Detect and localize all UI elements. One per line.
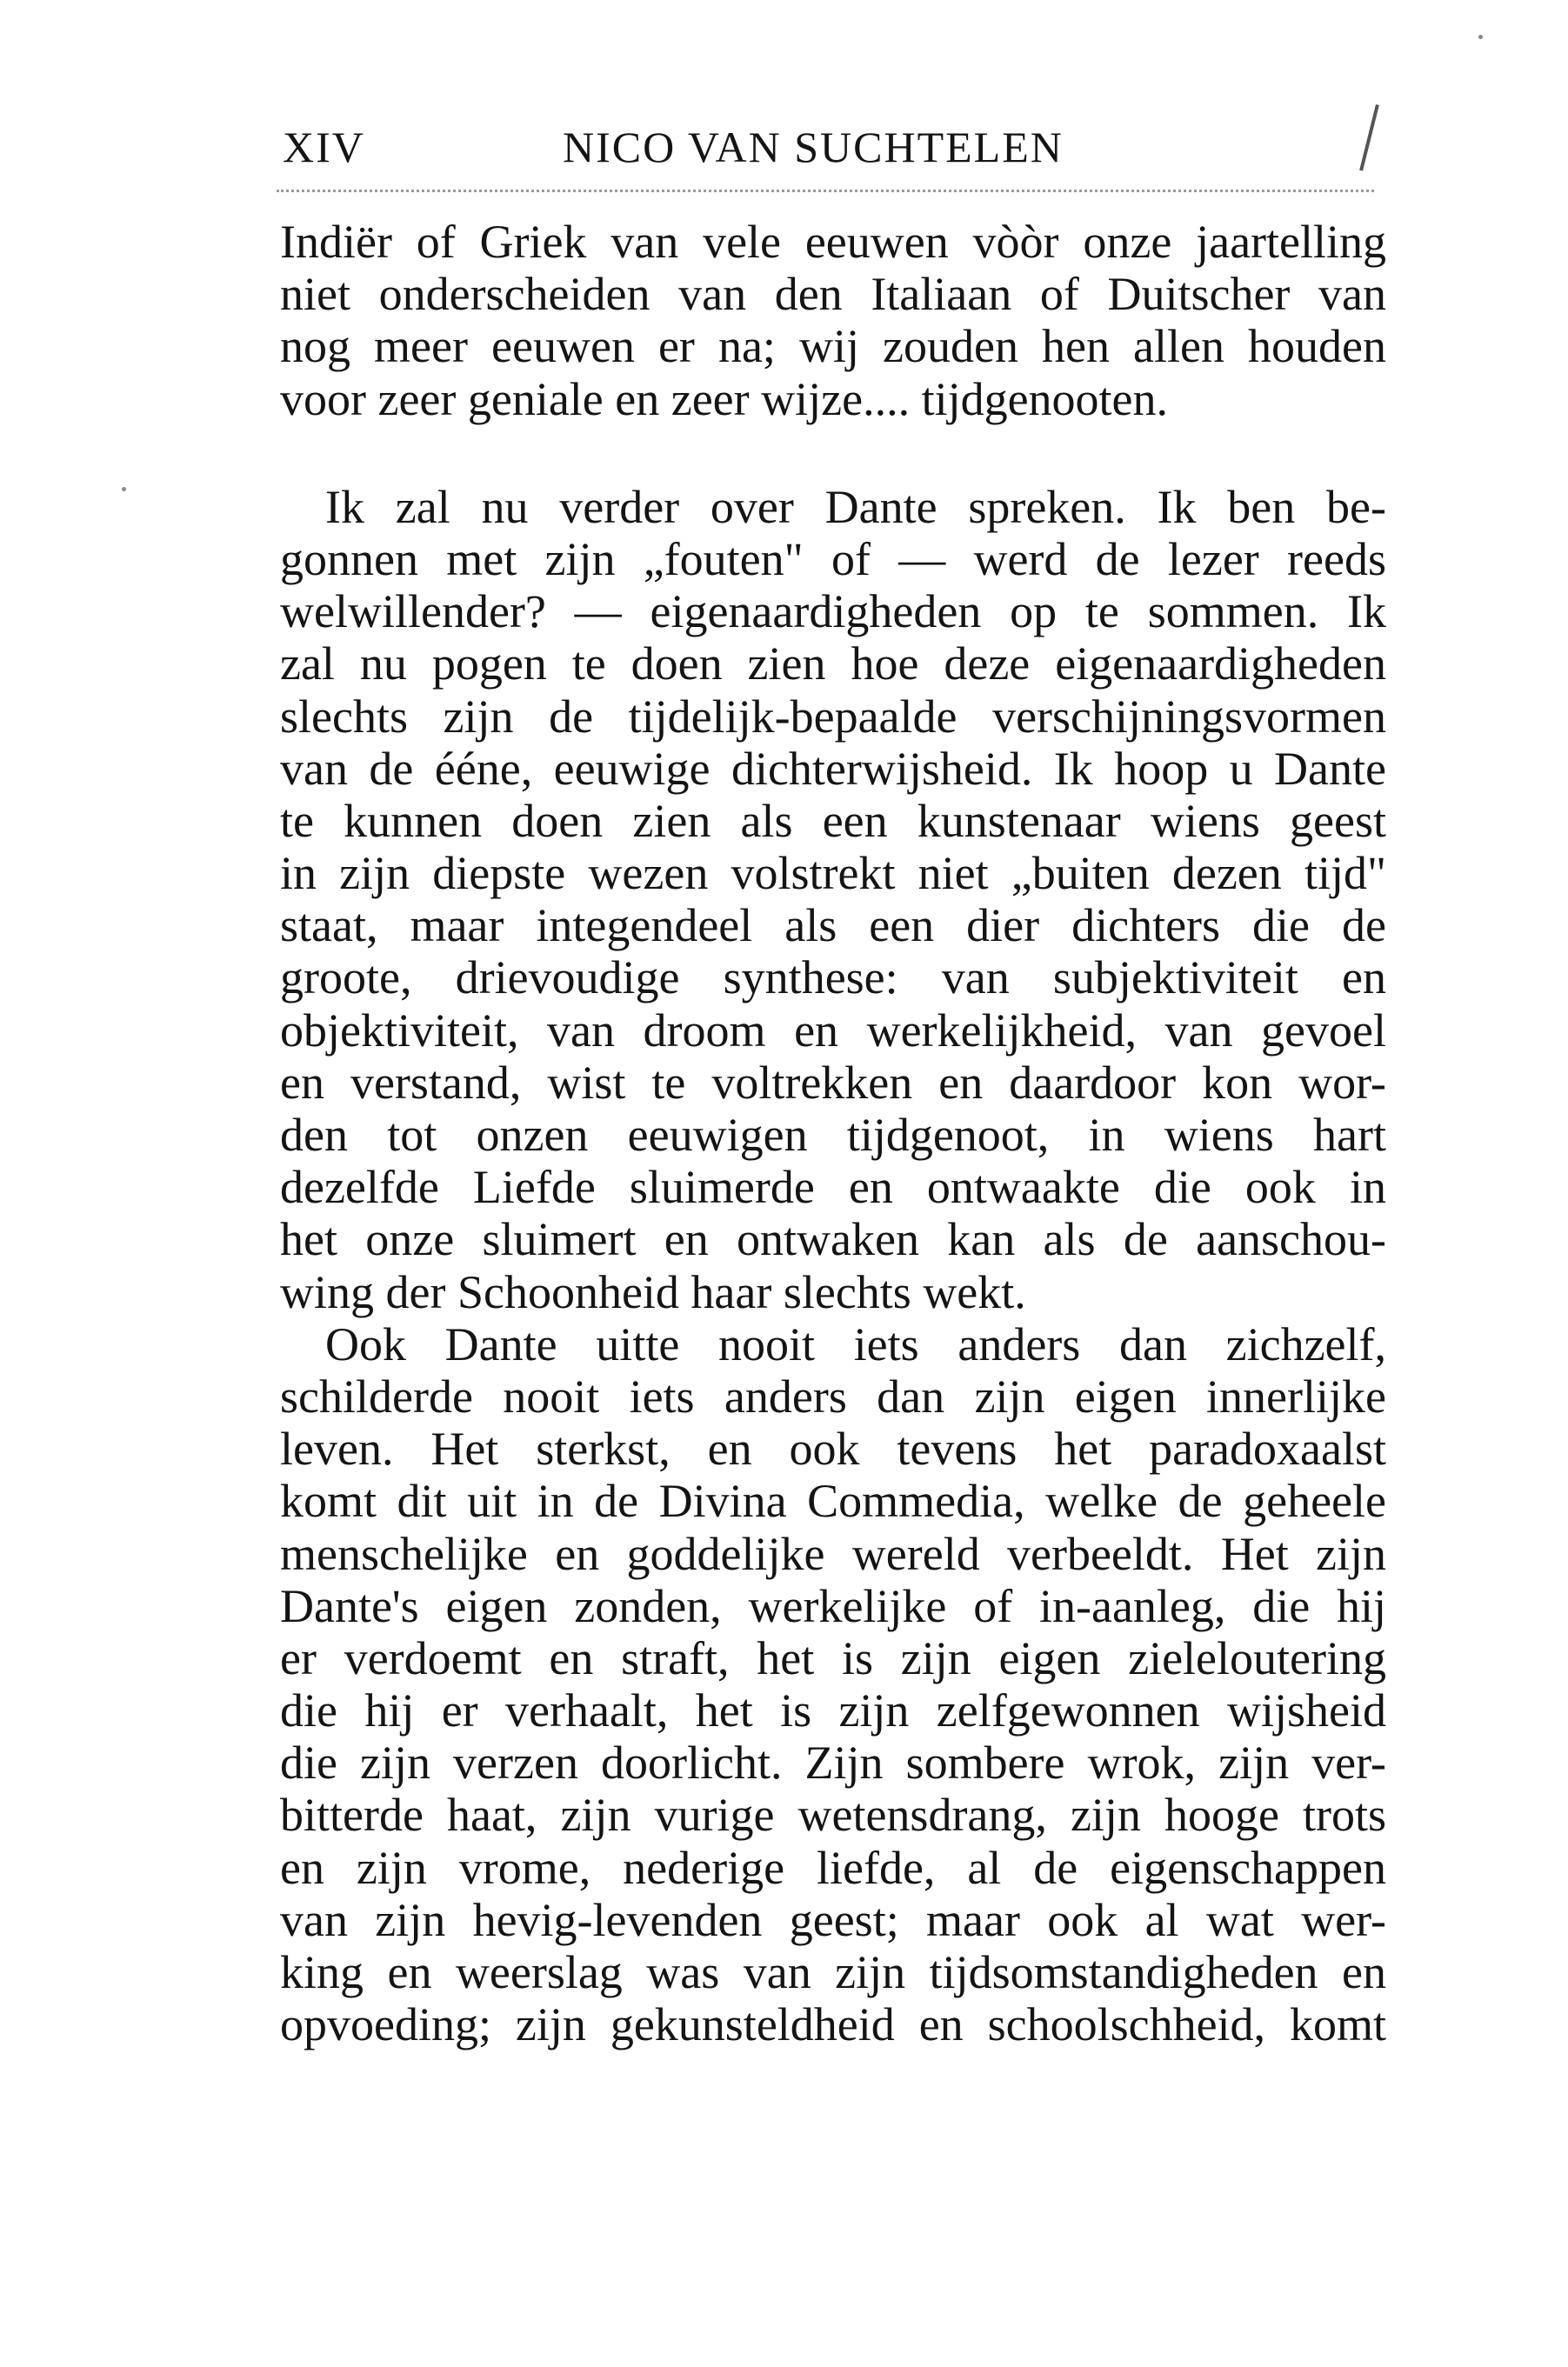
text-line: den tot onzen eeuwigen tijdgenoot, in wiens hart xyxy=(280,1109,1386,1161)
text-line: wing der Schoonheid haar slechts wekt. xyxy=(280,1265,1026,1318)
speck xyxy=(122,487,126,491)
body-text xyxy=(280,216,1386,2050)
paragraph xyxy=(280,216,1386,425)
text-line: die zijn verzen doorlicht. Zijn sombere wrok, zijn ver- xyxy=(280,1737,1386,1790)
text-line: van zijn hevig-levenden geest; maar ook al wat wer- xyxy=(280,1893,1386,1946)
text-line: slechts zijn de tijdelijk-bepaalde verschijningsvormen xyxy=(280,690,1386,743)
text-line: die hij er verhaalt, het is zijn zelfgewonnen wijsheid xyxy=(280,1684,1386,1737)
text-line: te kunnen doen zien als een kunstenaar wiens geest xyxy=(280,794,1386,847)
page-number: XIV xyxy=(283,123,365,171)
paragraph-gap xyxy=(280,425,1386,481)
text-line: niet onderscheiden van den Italiaan of Duitscher van xyxy=(280,268,1386,321)
text-line: van de ééne, eeuwige dichterwijsheid. Ik hoop u Dante xyxy=(280,742,1386,795)
text-line: komt dit uit in de Divina Commedia, welke de geheele xyxy=(280,1475,1386,1528)
text-line: het onze sluimert en ontwaken kan als de aanschou- xyxy=(280,1213,1386,1266)
text-line: objektiviteit, van droom en werkelijkheid, van gevoel xyxy=(280,1003,1386,1057)
text-line: opvoeding; zijn gekunsteldheid en schoolschheid, komt xyxy=(280,1998,1386,2051)
text-line: Indiër of Griek van vele eeuwen vòòr onze jaartelling xyxy=(280,216,1386,268)
text-line: in zijn diepste wezen volstrekt niet „buiten dezen tijd" xyxy=(280,847,1386,900)
text-line: gonnen met zijn „fouten" of — werd de lezer reeds xyxy=(280,532,1386,585)
text-line: voor zeer geniale en zeer wijze.... tijdgenooten. xyxy=(280,372,1169,425)
text-line: en verstand, wist te voltrekken en daardoor kon wor- xyxy=(280,1056,1386,1109)
text-line: nog meer eeuwen er na; wij zouden hen allen houden xyxy=(280,320,1386,373)
text-line: Dante's eigen zonden, werkelijke of in-aanleg, die hij xyxy=(280,1579,1386,1632)
speck xyxy=(1478,35,1483,39)
running-head-author: NICO VAN SUCHTELEN xyxy=(563,123,1064,171)
text-line: bitterde haat, zijn vurige wetensdrang, zijn hooge trots xyxy=(280,1789,1386,1842)
text-line: Ook Dante uitte nooit iets anders dan zichzelf, xyxy=(325,1317,1386,1370)
text-line: er verdoemt en straft, het is zijn eigen zieleloutering xyxy=(280,1631,1386,1684)
running-head xyxy=(283,111,1387,181)
header-dotted-rule xyxy=(277,190,1374,192)
paragraph xyxy=(280,1318,1386,2051)
paragraph xyxy=(280,481,1386,1318)
text-line: dezelfde Liefde sluimerde en ontwaakte die ook in xyxy=(280,1161,1386,1214)
text-line: schilderde nooit iets anders dan zijn eigen innerlijke xyxy=(280,1370,1386,1423)
text-line: en zijn vrome, nederige liefde, al de eigenschappen xyxy=(280,1841,1386,1894)
text-line: groote, drievoudige synthese: van subjektiviteit en xyxy=(280,951,1386,1004)
text-line: Ik zal nu verder over Dante spreken. Ik ben be- xyxy=(325,480,1386,533)
text-line: king en weerslag was van zijn tijdsomstandigheden en xyxy=(280,1946,1386,1998)
text-line: welwillender? — eigenaardigheden op te sommen. Ik xyxy=(280,585,1386,638)
text-line: staat, maar integendeel als een dier dichters die de xyxy=(280,899,1386,952)
text-line: zal nu pogen te doen zien hoe deze eigenaardigheden xyxy=(280,637,1386,690)
text-line: leven. Het sterkst, en ook tevens het paradoxaalst xyxy=(280,1423,1386,1476)
text-line: menschelijke en goddelijke wereld verbeeldt. Het zijn xyxy=(280,1527,1386,1580)
